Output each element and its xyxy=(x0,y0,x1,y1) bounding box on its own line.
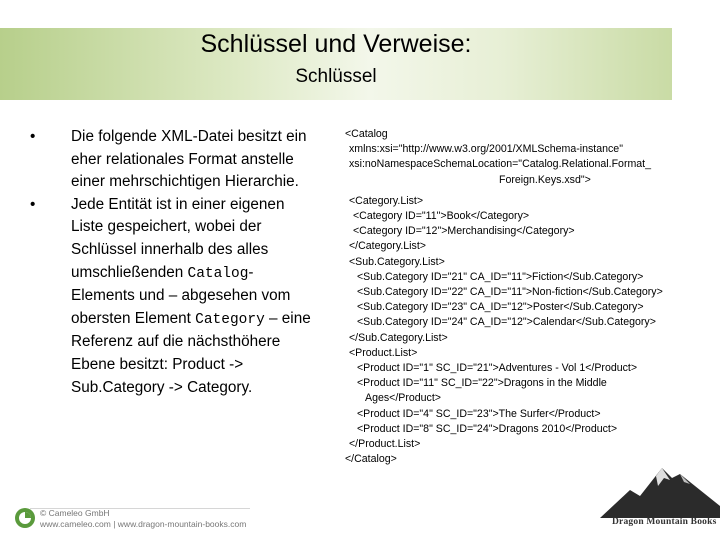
bullet-marker: • xyxy=(30,128,36,145)
xml-line: <Product ID="8" SC_ID="24">Dragons 2010</Product> xyxy=(357,422,618,435)
bullet-text: Die folgende XML-Datei besitzt ein eher relationales Format anstelle einer mehrschichtigen Hierarchie. xyxy=(71,128,307,191)
footer-copyright: © Cameleo GmbH xyxy=(40,508,110,518)
xml-line: <Category ID="11">Book</Category> xyxy=(353,210,530,223)
xml-line: <Category ID="12">Merchandising</Category> xyxy=(353,225,575,238)
dragon-mountain-logo-icon xyxy=(600,462,720,518)
xml-line: <Sub.Category.List> xyxy=(349,255,445,268)
bullet-item-2 xyxy=(28,194,313,399)
xml-line: <Sub.Category ID="24" CA_ID="12">Calendar</Sub.Category> xyxy=(357,316,656,329)
xml-line: </Category.List> xyxy=(349,240,426,253)
xml-line: </Product.List> xyxy=(349,438,421,451)
xml-line: <Product ID="4" SC_ID="23">The Surfer</Product> xyxy=(357,407,601,420)
xml-line: </Catalog> xyxy=(345,453,397,466)
xml-line: <Product ID="11" SC_ID="22">Dragons in the Middle xyxy=(357,377,607,390)
bullet-text-end: – eine Referenz auf die nächsthöhere Ebene besitzt: Product -> Sub.Category -> Category. xyxy=(71,309,311,396)
xml-line: <Sub.Category ID="23" CA_ID="12">Poster</Sub.Category> xyxy=(357,301,644,314)
bullet-marker: • xyxy=(30,195,36,213)
xml-line: <Category.List> xyxy=(349,194,424,207)
xml-line: <Catalog xyxy=(345,128,388,140)
slide-subtitle: Schlüssel xyxy=(295,66,377,87)
xml-line: <Sub.Category ID="22" CA_ID="11">Non-fiction</Sub.Category> xyxy=(357,286,663,299)
xml-line: xmlns:xsi="http://www.w3.org/2001/XMLSchema-instance" xyxy=(349,143,623,156)
xml-line: <Product ID="1" SC_ID="21">Adventures - Vol 1</Product> xyxy=(357,362,638,375)
xml-line: <Product.List> xyxy=(349,346,418,359)
cameleo-logo-icon xyxy=(14,507,36,529)
code-catalog: Catalog xyxy=(187,265,249,282)
xml-line: Foreign.Keys.xsd"> xyxy=(499,173,591,186)
bullet-item-1 xyxy=(28,126,313,194)
code-category: Category xyxy=(195,311,265,328)
xml-code-listing xyxy=(345,127,705,467)
xml-line: <Sub.Category ID="21" CA_ID="11">Fiction</Sub.Category> xyxy=(357,270,644,283)
brand-name: Dragon Mountain Books xyxy=(612,517,717,527)
bullet-list xyxy=(28,126,313,399)
xml-line: </Sub.Category.List> xyxy=(349,331,448,344)
bullet-text-middle: -Elements und – abgesehen vom obersten Element xyxy=(71,263,291,327)
xml-line: xsi:noNamespaceSchemaLocation="Catalog.Relational.Format_ xyxy=(349,158,652,171)
bullet-text-start: Jede Entität ist in einer eigenen Liste gespeichert, wobei der Schlüssel innerhalb des alles umschließenden xyxy=(71,195,285,281)
slide-title: Schlüssel und Verweise: xyxy=(200,30,472,58)
footer-urls: www.cameleo.com | www.dragon-mountain-books.com xyxy=(40,519,247,529)
xml-line: Ages</Product> xyxy=(365,392,441,405)
